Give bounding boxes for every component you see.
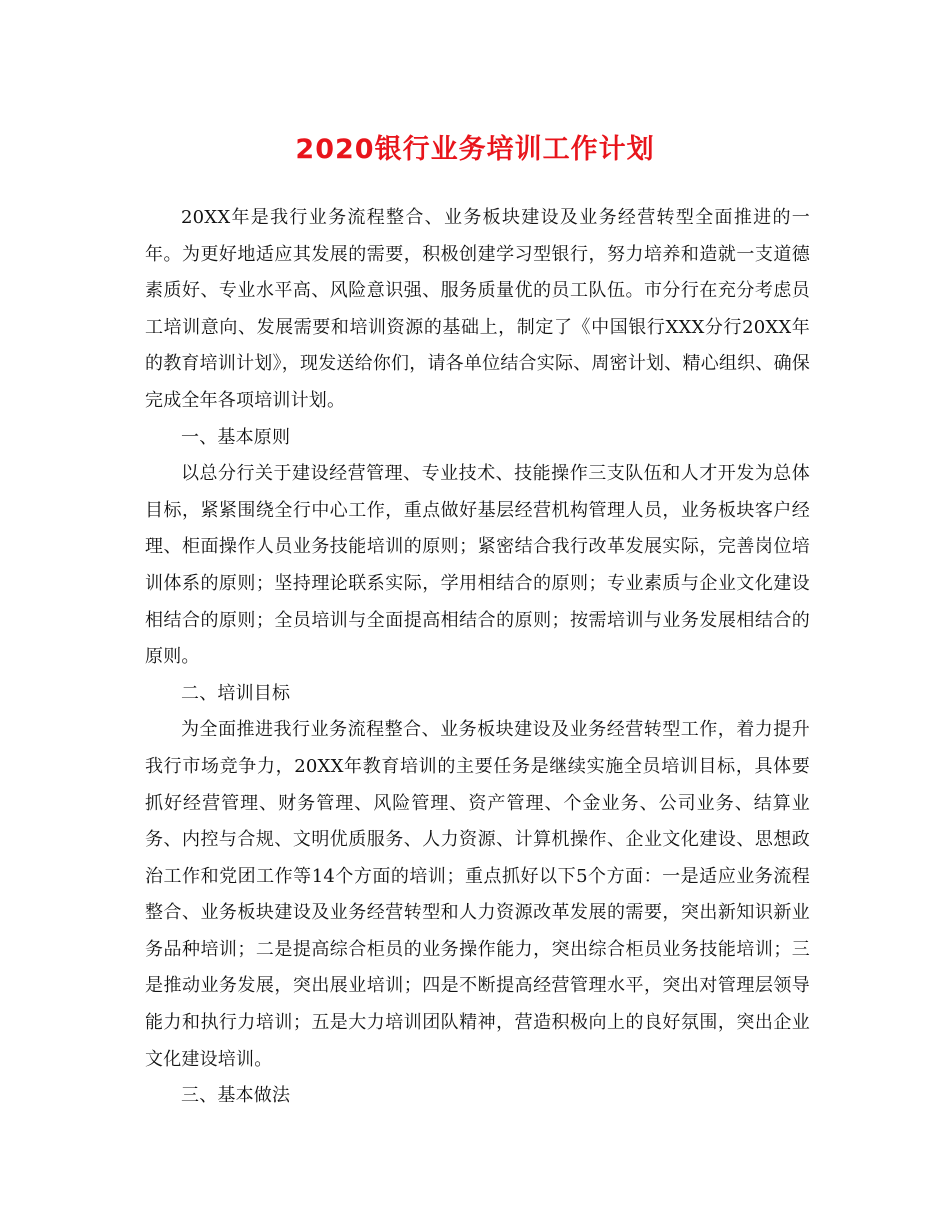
section-heading-goals: 二、培训目标	[181, 682, 291, 704]
section-heading-methods: 三、基本做法	[181, 1085, 291, 1107]
document-body	[145, 200, 810, 1115]
section-heading-principles: 一、基本原则	[181, 426, 291, 448]
intro-paragraph: 20XX年是我行业务流程整合、业务板块建设及业务经营转型全面推进的一年。为更好地适应其发展的需要，积极创建学习型银行，努力培养和造就一支道德素质好、专业水平高、风险意识强、服务质量优的员工队伍。市分行在充分考虑员工培训意向、发展需要和培训资源的基础上，制定了《中国银行XXX分行20XX年的教育培训计划》，现发送给你们，请各单位结合实际、周密计划、精心组织、确保完成全年各项培训计划。	[145, 207, 810, 411]
goals-paragraph: 为全面推进我行业务流程整合、业务板块建设及业务经营转型工作，着力提升我行市场竞争力，20XX年教育培训的主要任务是继续实施全员培训目标，具体要抓好经营管理、财务管理、风险管理、资产管理、个金业务、公司业务、结算业务、内控与合规、文明优质服务、人力资源、计算机操作、企业文化建设、思想政治工作和党团工作等14个方面的培训；重点抓好以下5个方面：一是适应业务流程整合、业务板块建设及业务经营转型和人力资源改革发展的需要，突出新知识新业务品种培训；二是提高综合柜员的业务操作能力，突出综合柜员业务技能培训；三是推动业务发展，突出展业培训；四是不断提高经营管理水平，突出对管理层领导能力和执行力培训；五是大力培训团队精神，营造积极向上的良好氛围，突出企业文化建设培训。	[145, 719, 810, 1070]
principles-paragraph: 以总分行关于建设经营管理、专业技术、技能操作三支队伍和人才开发为总体目标，紧紧围绕全行中心工作，重点做好基层经营机构管理人员，业务板块客户经理、柜面操作人员业务技能培训的原则；紧密结合我行改革发展实际，完善岗位培训体系的原则；坚持理论联系实际，学用相结合的原则；专业素质与企业文化建设相结合的原则；全员培训与全面提高相结合的原则；按需培训与业务发展相结合的原则。	[145, 463, 810, 668]
document-title: 2020银行业务培训工作计划	[295, 134, 655, 165]
